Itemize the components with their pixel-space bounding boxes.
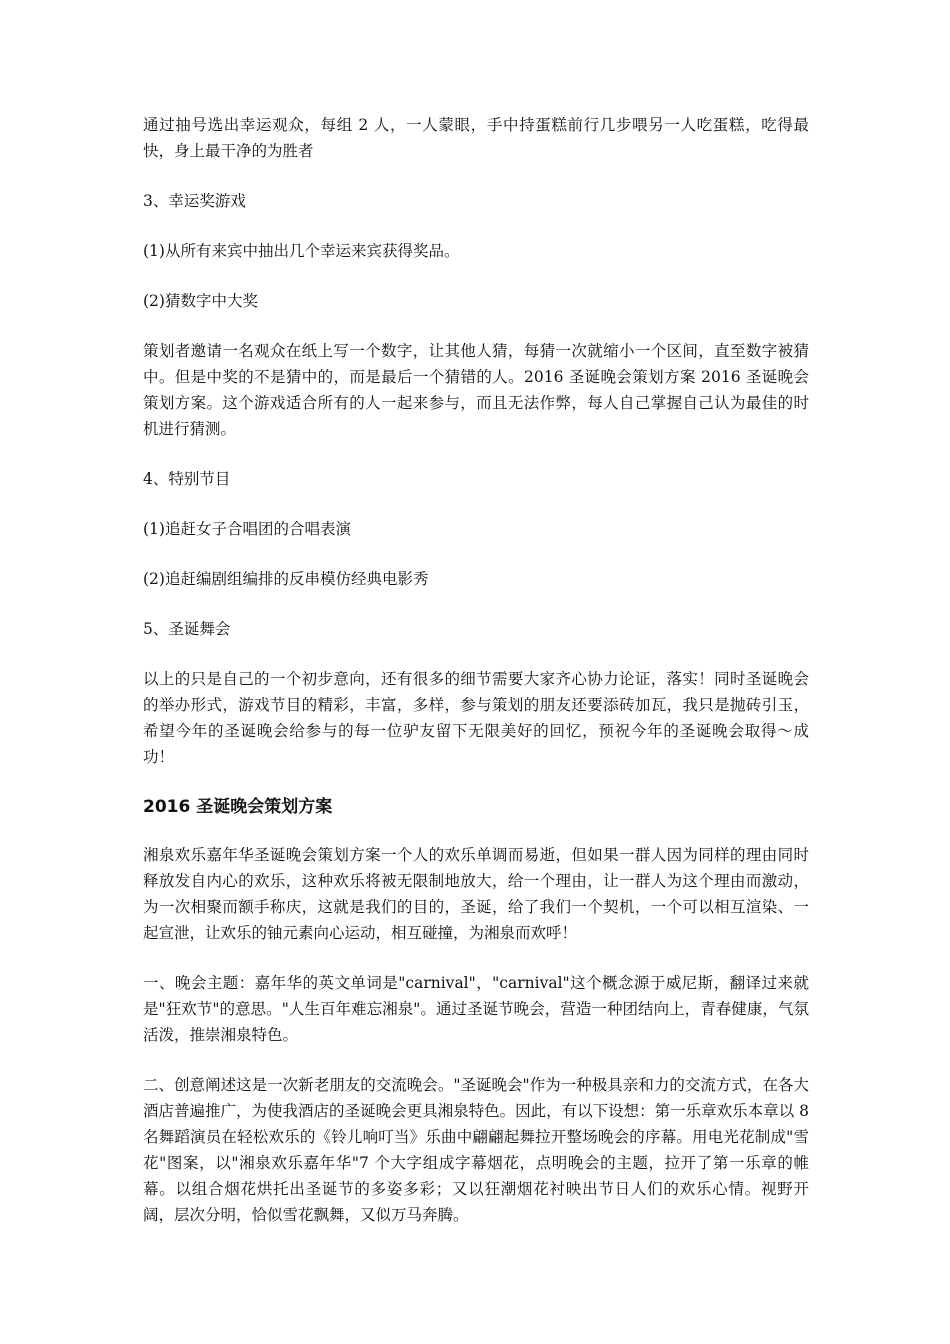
paragraph-theme: 一、晚会主题：嘉年华的英文单词是"carnival"，"carnival"这个概念源于威尼斯，翻译过来就是"狂欢节"的意思。"人生百年难忘湘泉"。通过圣诞节晚会，营造一种团结向上，青春健康，气氛活泼，推崇湘泉特色。 [143,974,809,1044]
paragraph-intro: 湘泉欢乐嘉年华圣诞晚会策划方案一个人的欢乐单调而易逝，但如果一群人因为同样的理由同时释放发自内心的欢乐，这种欢乐将被无限制地放大，给一个理由，让一群人为这个理由而激动，为一次相聚而额手称庆，这就是我们的目的，圣诞，给了我们一个契机，一个可以相互渲染、一起宣泄，让欢乐的铀元素向心运动，相互碰撞，为湘泉而欢呼！ [143,846,809,942]
paragraph-creative-idea: 二、创意阐述这是一次新老朋友的交流晚会。"圣诞晚会"作为一种极具亲和力的交流方式，在各大酒店普遍推广，为使我酒店的圣诞晚会更具湘泉特色。因此，有以下设想：第一乐章欢乐本章以 8 名舞蹈演员在轻松欢乐的《铃儿响叮当》乐曲中翩翩起舞拉开整场晚会的序幕。用电光花制成"雪花"图案，以"湘泉欢乐嘉年华"7 个大字组成字幕烟花，点明晚会的主题，拉开了第一乐章的帷幕。以组合烟花烘托出圣诞节的多姿多彩；又以狂潮烟花衬映出节日人们的欢乐心情。视野开阔，层次分明，恰似雪花飘舞，又似万马奔腾。 [143,1076,809,1224]
paragraph-guess-number-rules: 策划者邀请一名观众在纸上写一个数字，让其他人猜，每猜一次就缩小一个区间，直至数字被猜中。但是中奖的不是猜中的，而是最后一个猜错的人。2016 圣诞晚会策划方案 2016 圣诞晚会策划方案。这个游戏适合所有的人一起来参与，而且无法作弊，每人自己掌握自己认为最佳的时机进行猜测。 [143,342,809,438]
item-guess-number: (2)猜数字中大奖 [143,292,258,310]
paragraph-closing-remarks: 以上的只是自己的一个初步意向，还有很多的细节需要大家齐心协力论证，落实！同时圣诞晚会的举办形式，游戏节目的精彩，丰富，多样，参与策划的朋友还要添砖加瓦，我只是抛砖引玉，希望今年的圣诞晚会给参与的每一位驴友留下无限美好的回忆，预祝今年的圣诞晚会取得～成功！ [143,670,809,766]
section-heading: 2016 圣诞晚会策划方案 [143,797,333,817]
paragraph-cake-game: 通过抽号选出幸运观众，每组 2 人，一人蒙眼，手中持蛋糕前行几步喂另一人吃蛋糕，吃得最快，身上最干净的为胜者 [143,116,809,160]
item-lucky-guests-draw: (1)从所有来宾中抽出几个幸运来宾获得奖品。 [143,242,460,260]
item-choir-performance: (1)追赶女子合唱团的合唱表演 [143,520,351,538]
item-christmas-dance: 5、圣诞舞会 [143,620,231,638]
item-special-program: 4、特别节目 [143,470,231,488]
item-lucky-prize-game: 3、幸运奖游戏 [143,192,246,210]
item-movie-parody-show: (2)追赶编剧组编排的反串模仿经典电影秀 [143,570,429,588]
document-page [143,112,809,1252]
